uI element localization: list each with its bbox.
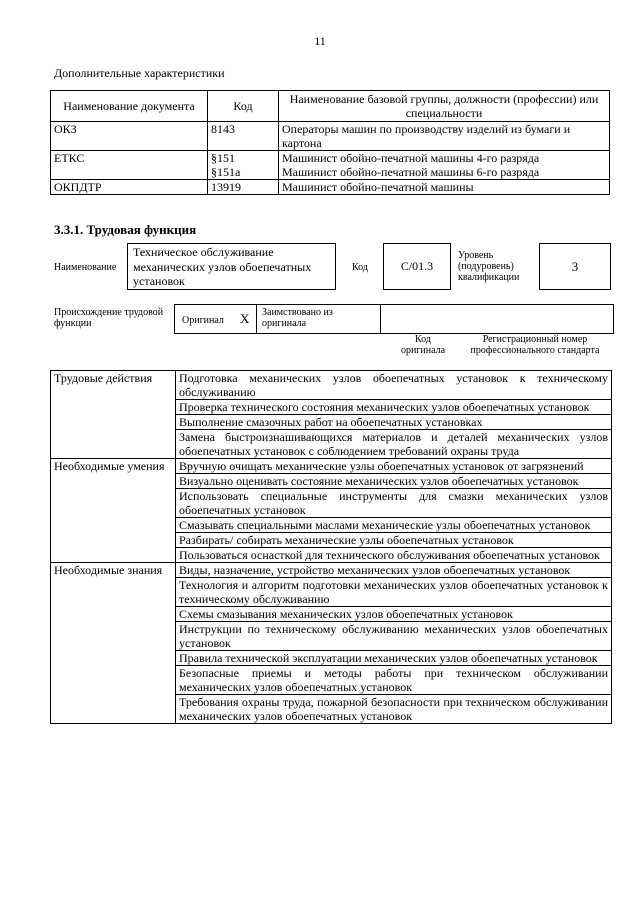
detail-item: Пользоваться оснасткой для технического обслуживания обоепечатных установок xyxy=(176,548,612,563)
page-number: 11 xyxy=(314,34,326,48)
detail-item: Проверка технического состояния механических узлов обоепечатных установок xyxy=(176,400,612,415)
table-row xyxy=(51,563,612,578)
header-document: Наименование документа xyxy=(51,91,208,122)
category-label: Трудовые действия xyxy=(51,371,176,459)
level-label: Уровень (подуровень) квалификации xyxy=(458,250,520,283)
detail-item: Правила технической эксплуатации механических узлов обоепечатных установок xyxy=(176,651,612,666)
detail-item: Технология и алгоритм подготовки механических узлов обоепечатных установок к техническому обслуживанию xyxy=(176,578,612,607)
origin-divider xyxy=(256,304,257,334)
detail-item: Подготовка механических узлов обоепечатных установок к техническому обслуживанию xyxy=(176,371,612,400)
group-cell: Машинист обойно-печатной машины 6-го разряда xyxy=(279,165,610,180)
table-row xyxy=(51,371,612,400)
detail-item: Визуально оценивать состояние механических узлов обоепечатных установок xyxy=(176,474,612,489)
table-row xyxy=(51,122,610,151)
detail-item: Разбирать/ собирать механические узлы обоепечатных установок xyxy=(176,533,612,548)
function-details-table xyxy=(50,370,612,724)
detail-item: Безопасные приемы и методы работы при техническом обслуживании механических узлов обоепечатных установок xyxy=(176,666,612,695)
code-cell: §151а xyxy=(208,165,279,180)
detail-item: Замена быстроизнашивающихся материалов и деталей механических узлов обоепечатных установок с соблюдением требований охраны труда xyxy=(176,430,612,459)
qualification-level-box: 3 xyxy=(539,243,611,290)
documents-table xyxy=(50,90,610,195)
code-label: Код xyxy=(352,262,368,273)
table-row xyxy=(51,459,612,474)
detail-item: Схемы смазывания механических узлов обоепечатных установок xyxy=(176,607,612,622)
header-code: Код xyxy=(208,91,279,122)
code-caption: Код оригинала xyxy=(400,334,446,356)
table-row xyxy=(51,180,610,195)
detail-item: Требования охраны труда, пожарной безопасности при техническом обслуживании механических узлов обоепечатных установок xyxy=(176,695,612,724)
code-cell: 8143 xyxy=(208,122,279,151)
doc-cell: ЕТКС xyxy=(51,151,208,180)
reg-number-caption: Регистрационный номер профессионального стандарта xyxy=(470,334,600,356)
detail-item: Использовать специальные инструменты для смазки механических узлов обоепечатных установок xyxy=(176,489,612,518)
name-label: Наименование xyxy=(54,262,117,273)
category-label: Необходимые умения xyxy=(51,459,176,563)
original-mark: X xyxy=(240,311,250,326)
origin-label: Происхождение трудовой функции xyxy=(54,307,164,329)
group-cell: Операторы машин по производству изделий из бумаги и картона xyxy=(279,122,610,151)
detail-item: Инструкции по техническому обслуживанию механических узлов обоепечатных установок xyxy=(176,622,612,651)
borrowed-label: Заимствовано из оригинала xyxy=(262,307,333,329)
doc-cell: ОКЗ xyxy=(51,122,208,151)
code-cell: 13919 xyxy=(208,180,279,195)
detail-item: Виды, назначение, устройство механических узлов обоепечатных установок xyxy=(176,563,612,578)
detail-item: Выполнение смазочных работ на обоепечатных установках xyxy=(176,415,612,430)
header-group-name: Наименование базовой группы, должности (профессии) или специальности xyxy=(279,91,610,122)
origin-divider xyxy=(380,304,381,334)
detail-item: Смазывать специальными маслами механические узлы обоепечатных установок xyxy=(176,518,612,533)
original-label: Оригинал xyxy=(182,315,224,326)
group-cell: Машинист обойно-печатной машины xyxy=(279,180,610,195)
group-cell: Машинист обойно-печатной машины 4-го разряда xyxy=(279,151,610,166)
code-cell: §151 xyxy=(208,151,279,166)
function-code-box: С/01.3 xyxy=(383,243,451,290)
function-name-box: Техническое обслуживание механических узлов обоепечатных установок xyxy=(127,243,336,290)
category-label: Необходимые знания xyxy=(51,563,176,724)
table-row xyxy=(51,151,610,166)
additional-characteristics-heading: Дополнительные характеристики xyxy=(54,66,225,80)
detail-item: Вручную очищать механические узлы обоепечатных установок от загрязнений xyxy=(176,459,612,474)
doc-cell: ОКПДТР xyxy=(51,180,208,195)
section-title: 3.3.1. Трудовая функция xyxy=(54,222,197,237)
